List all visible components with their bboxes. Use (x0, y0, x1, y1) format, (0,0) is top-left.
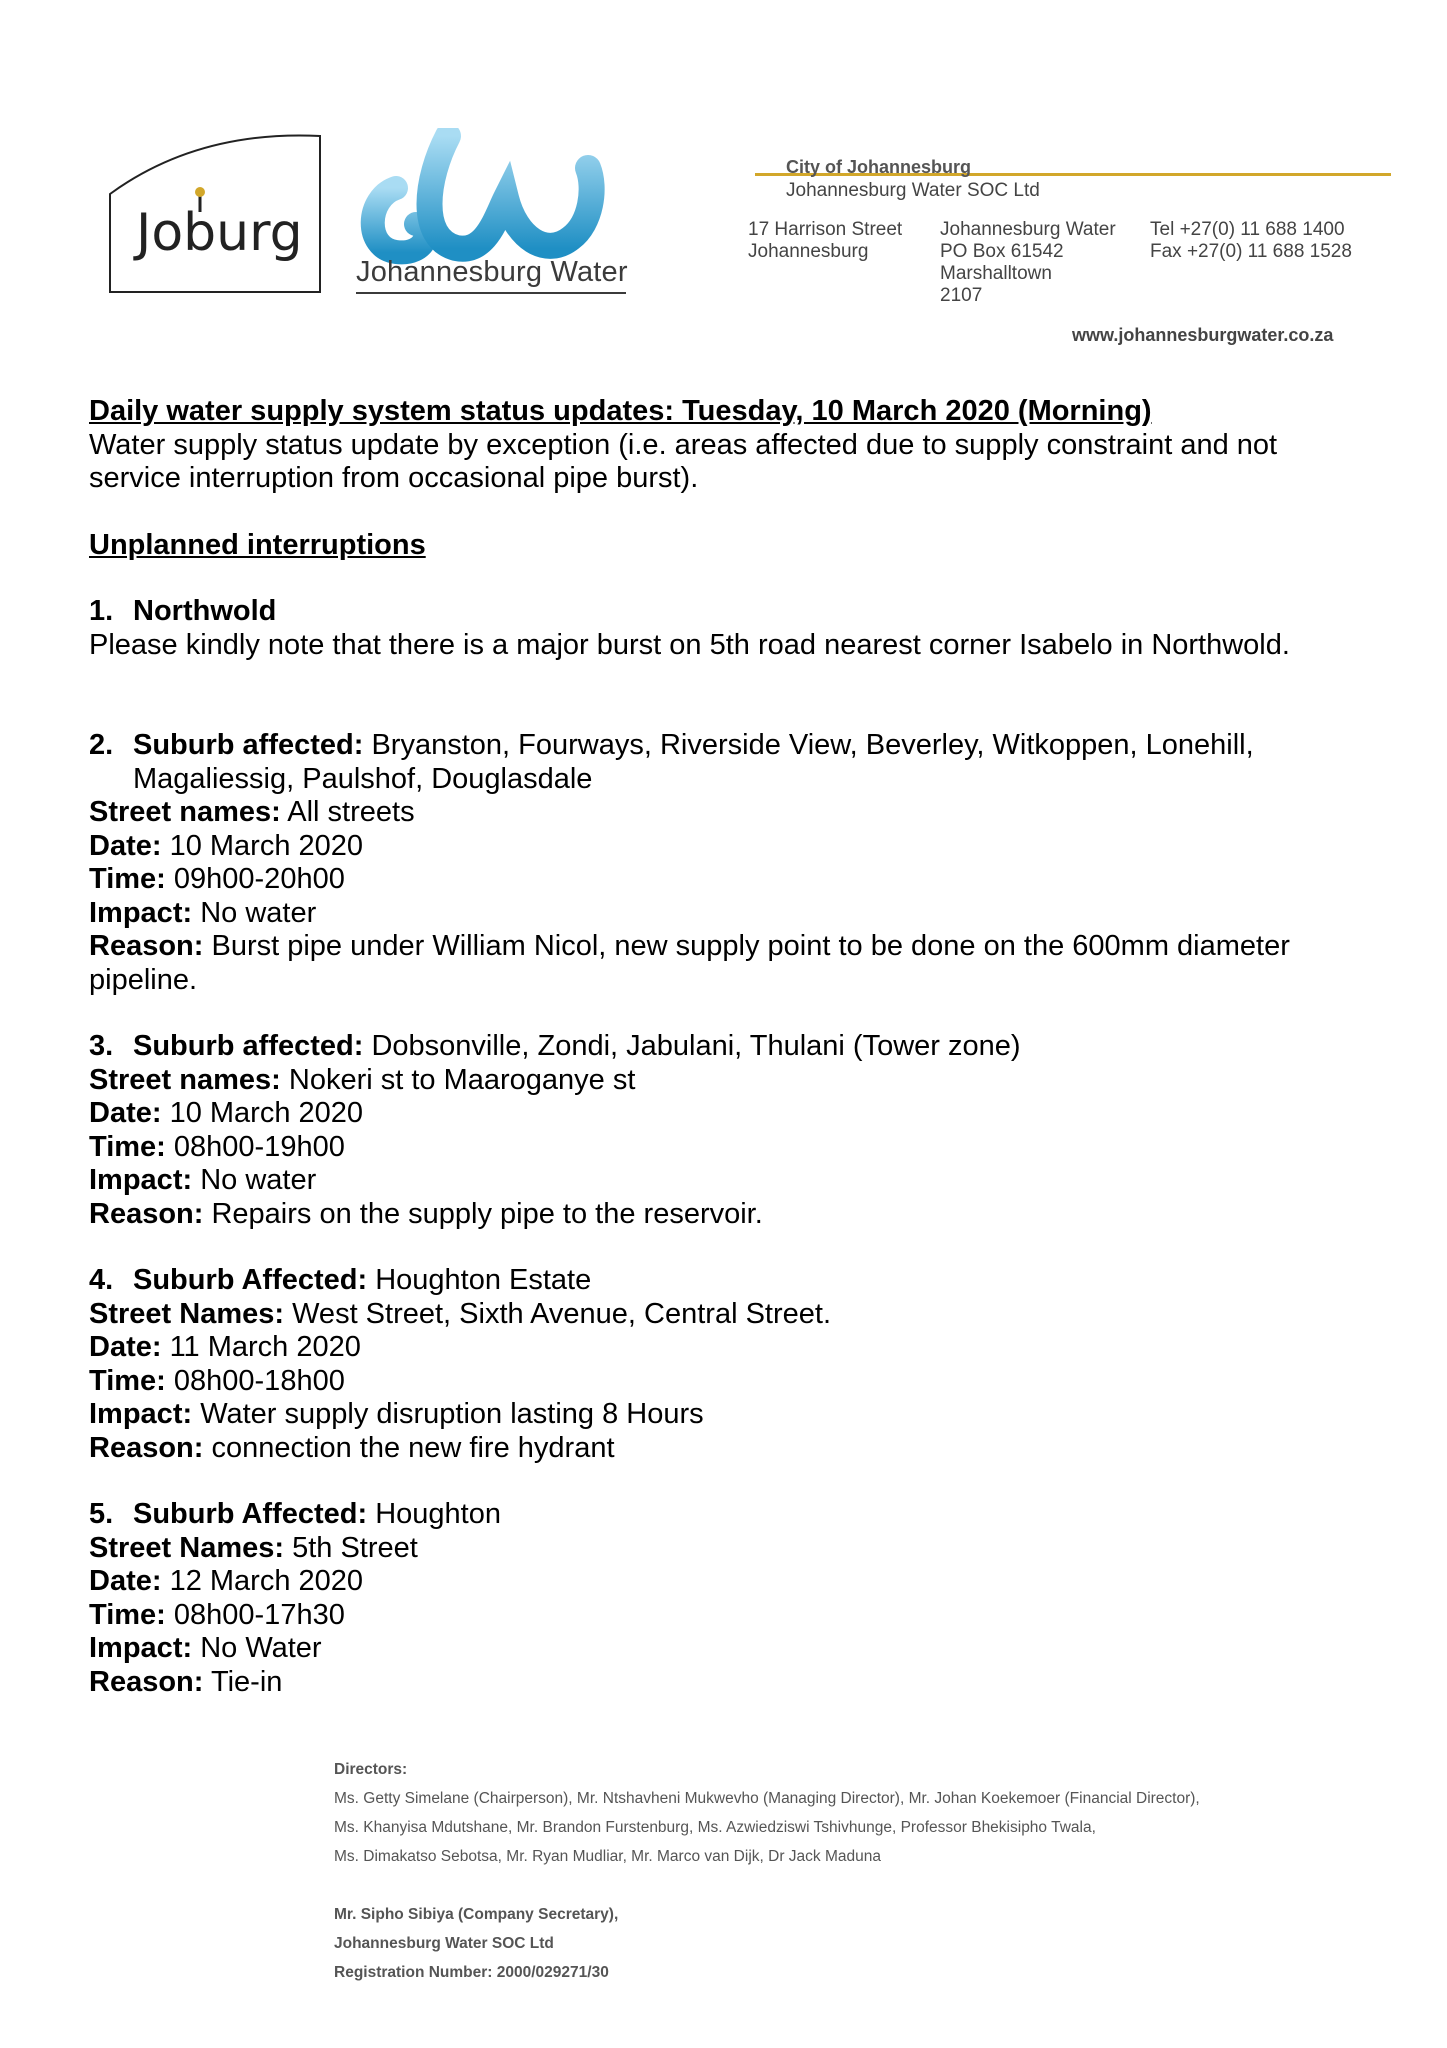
street-label: Street Names: (89, 1297, 285, 1330)
date-label: Date: (89, 1331, 162, 1363)
reason-value: Tie-in (203, 1665, 283, 1698)
address-line: Johannesburg (748, 241, 869, 262)
joburg-logo (108, 134, 326, 294)
document-body (89, 395, 1369, 1699)
item-heading: Northwold (133, 595, 277, 627)
suburb-value: Bryanston, Fourways, Riverside View, Beverley, Witkoppen, Lonehill, Magaliessig, Paulshof, Douglasdale (133, 729, 1254, 795)
street-value: Nokeri st to Maaroganye st (280, 1063, 636, 1096)
suburb-value: Houghton (367, 1498, 501, 1530)
date-value: 10 March 2020 (161, 1097, 364, 1129)
street-label: Street names: (89, 796, 281, 828)
interruption-item-1 (89, 595, 1369, 662)
directors-line: Ms. Dimakatso Sebotsa, Mr. Ryan Mudliar, Mr. Marco van Dijk, Dr Jack Maduna (334, 1848, 881, 1865)
city-name: City of Johannesburg (786, 157, 972, 177)
street-value: West Street, Sixth Avenue, Central Street. (284, 1297, 832, 1330)
item-text: Please kindly note that there is a major burst on 5th road nearest corner Isabelo in Northwold. (89, 628, 1290, 661)
street-label: Street names: (89, 1063, 281, 1096)
reason-label: Reason: (89, 1197, 204, 1230)
reason-label: Reason: (89, 1665, 204, 1698)
suburb-label: Suburb affected: (133, 729, 364, 761)
suburb-label: Suburb Affected: (133, 1264, 368, 1296)
registration-number: Registration Number: 2000/029271/30 (334, 1964, 609, 1981)
phone-number: Tel +27(0) 11 688 1400 (1150, 219, 1345, 240)
suburb-label: Suburb Affected: (133, 1498, 368, 1530)
impact-label: Impact: (89, 1632, 193, 1664)
directors-heading: Directors: (334, 1761, 408, 1778)
logo-underline (356, 292, 626, 294)
suburb-value: Houghton Estate (367, 1264, 592, 1296)
contact-numbers (1150, 219, 1352, 263)
postal-line: Marshalltown (940, 263, 1052, 284)
time-value: 08h00-19h00 (165, 1130, 345, 1163)
time-label: Time: (89, 1364, 166, 1397)
suburb-label: Suburb affected: (133, 1030, 364, 1062)
time-value: 08h00-17h30 (165, 1598, 345, 1631)
date-value: 11 March 2020 (161, 1331, 361, 1363)
impact-label: Impact: (89, 1164, 193, 1196)
postal-line: 2107 (940, 285, 983, 306)
impact-value: No Water (192, 1632, 322, 1664)
impact-value: No water (192, 1164, 317, 1196)
item-number: 4. (89, 1264, 114, 1296)
footer (334, 1755, 1200, 1987)
interruption-item-3 (89, 1030, 1369, 1231)
section-heading: Unplanned interruptions (89, 528, 426, 561)
fax-number: Fax +27(0) 11 688 1528 (1150, 241, 1352, 262)
footer-company-name: Johannesburg Water SOC Ltd (334, 1935, 554, 1952)
date-label: Date: (89, 1565, 162, 1597)
time-label: Time: (89, 1130, 166, 1163)
interruption-item-2 (89, 729, 1369, 997)
date-label: Date: (89, 1097, 162, 1129)
interruption-item-4 (89, 1264, 1369, 1465)
reason-value: connection the new fire hydrant (203, 1431, 615, 1464)
item-number: 2. (89, 729, 114, 761)
time-label: Time: (89, 863, 166, 895)
joburg-logo-wordmark: Joburg (136, 203, 303, 263)
footer-spacer (334, 1871, 1200, 1900)
item-number: 5. (89, 1498, 114, 1530)
johannesburg-water-wordmark: Johannesburg Water (356, 256, 628, 288)
street-address (748, 219, 902, 263)
street-value: All streets (280, 796, 415, 828)
directors-line: Ms. Khanyisa Mdutshane, Mr. Brandon Furstenburg, Ms. Azwiedziswi Tshivhunge, Professor Bhekisipho Twala, (334, 1819, 1096, 1836)
item-number: 3. (89, 1030, 114, 1062)
date-value: 10 March 2020 (161, 829, 364, 862)
impact-value: No water (192, 896, 317, 929)
postal-line: Johannesburg Water (940, 219, 1116, 240)
address-line: 17 Harrison Street (748, 219, 903, 240)
time-value: 09h00-20h00 (165, 863, 345, 895)
reason-value: Burst pipe under William Nicol, new supply point to be done on the 600mm diameter pipeline. (89, 930, 1290, 996)
impact-label: Impact: (89, 896, 193, 929)
company-name: Johannesburg Water SOC Ltd (786, 180, 1040, 201)
suburb-value: Dobsonville, Zondi, Jabulani, Thulani (Tower zone) (363, 1030, 1021, 1062)
street-value: 5th Street (284, 1531, 418, 1564)
street-label: Street Names: (89, 1531, 285, 1564)
postal-line: PO Box 61542 (940, 241, 1064, 262)
directors-line: Ms. Getty Simelane (Chairperson), Mr. Ntshavheni Mukwevho (Managing Director), Mr. Johan Koekemoer (Financial Director), (334, 1790, 1200, 1807)
postal-address (940, 219, 1116, 307)
website-link[interactable]: www.johannesburgwater.co.za (1072, 325, 1334, 345)
item-number: 1. (89, 595, 114, 627)
interruption-item-5 (89, 1498, 1369, 1699)
company-secretary: Mr. Sipho Sibiya (Company Secretary), (334, 1906, 619, 1923)
reason-label: Reason: (89, 1431, 204, 1464)
document-intro: Water supply status update by exception (i.e. areas affected due to supply constraint and not service interruption from occasional pipe burst). (89, 428, 1278, 494)
time-value: 08h00-18h00 (165, 1364, 345, 1397)
impact-value: Water supply disruption lasting 8 Hours (192, 1398, 704, 1430)
date-label: Date: (89, 829, 162, 862)
reason-value: Repairs on the supply pipe to the reservoir. (203, 1197, 763, 1230)
document-title: Daily water supply system status updates: Tuesday, 10 March 2020 (Morning) (89, 395, 1152, 427)
reason-label: Reason: (89, 930, 204, 962)
date-value: 12 March 2020 (161, 1565, 364, 1597)
time-label: Time: (89, 1598, 166, 1631)
impact-label: Impact: (89, 1398, 193, 1430)
